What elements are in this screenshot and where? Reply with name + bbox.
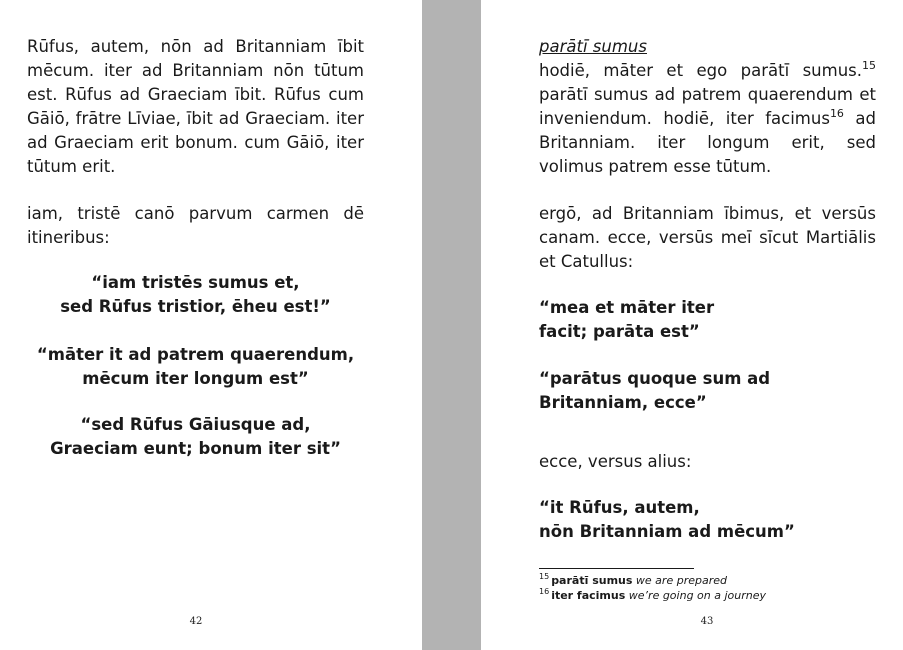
footnote-gloss: we are prepared <box>635 574 727 587</box>
footnote-gloss: we’re going on a journey <box>628 589 767 602</box>
right-page <box>481 0 903 650</box>
verse-line: Britanniam, ecce” <box>539 393 707 412</box>
verse-line: sed Rūfus tristior, ēheu est!” <box>60 297 331 316</box>
paragraph: Rūfus, autem, nōn ad Britanniam ībit mēcum. iter ad Britanniam nōn tūtum est. Rūfus ad Graeciam ībit. Rūfus cum Gāiō, frātre Līviae, ībit ad Graeciam. iter ad Graeciam erit bonum. cum Gāiō, iter tūtum erit. <box>27 37 364 176</box>
footnote-term: iter facimus <box>551 589 626 602</box>
paragraph: ecce, versus alius: <box>539 452 692 471</box>
footnote-term: parātī sumus <box>551 574 633 587</box>
page-number: 43 <box>700 616 714 627</box>
footnote-ref: 16 <box>829 106 844 120</box>
footnote-ref: 15 <box>862 58 876 72</box>
verse-line: “sed Rūfus Gāiusque ad, <box>80 415 311 434</box>
footnote-divider <box>539 568 694 569</box>
verse-stanza <box>539 296 876 344</box>
section-heading: parātī sumus <box>539 37 647 56</box>
verse-line: nōn Britanniam ad mēcum” <box>539 522 795 541</box>
verse-stanza <box>539 496 876 544</box>
paragraph <box>539 59 876 179</box>
footnote <box>539 589 766 603</box>
book-gutter <box>422 0 481 650</box>
paragraph-text: hodiē, māter et ego parātī sumus. <box>539 61 862 80</box>
verse-stanza <box>27 413 364 461</box>
paragraph-text: parātī sumus ad patrem quaerendum et inveniendum. hodiē, iter facimus <box>539 85 876 128</box>
verse-line: “māter it ad patrem quaerendum, <box>36 345 355 364</box>
verse-line: “it Rūfus, autem, <box>539 498 700 517</box>
verse-line: “parātus quoque sum ad <box>539 369 771 388</box>
left-page <box>0 0 422 650</box>
verse-stanza <box>539 367 876 415</box>
verse-line: mēcum iter longum est” <box>82 369 309 388</box>
verse-line: “iam tristēs sumus et, <box>91 273 300 292</box>
footnote <box>539 574 727 588</box>
paragraph: ergō, ad Britanniam ībimus, et versūs canam. ecce, versūs meī sīcut Martiālis et Catullus: <box>539 204 876 271</box>
footnote-number: 16 <box>539 587 550 597</box>
page-number: 42 <box>189 616 203 627</box>
footnote-number: 15 <box>539 572 550 582</box>
paragraph-text: ad Britanniam. iter longum erit, sed volimus patrem esse tūtum. <box>539 109 876 176</box>
verse-line: facit; parāta est” <box>539 322 700 341</box>
verse-stanza <box>27 271 364 319</box>
paragraph: iam, tristē canō parvum carmen dē itineribus: <box>27 204 364 247</box>
verse-line: Graeciam eunt; bonum iter sit” <box>50 439 341 458</box>
verse-stanza <box>27 343 364 391</box>
verse-line: “mea et māter iter <box>539 298 715 317</box>
